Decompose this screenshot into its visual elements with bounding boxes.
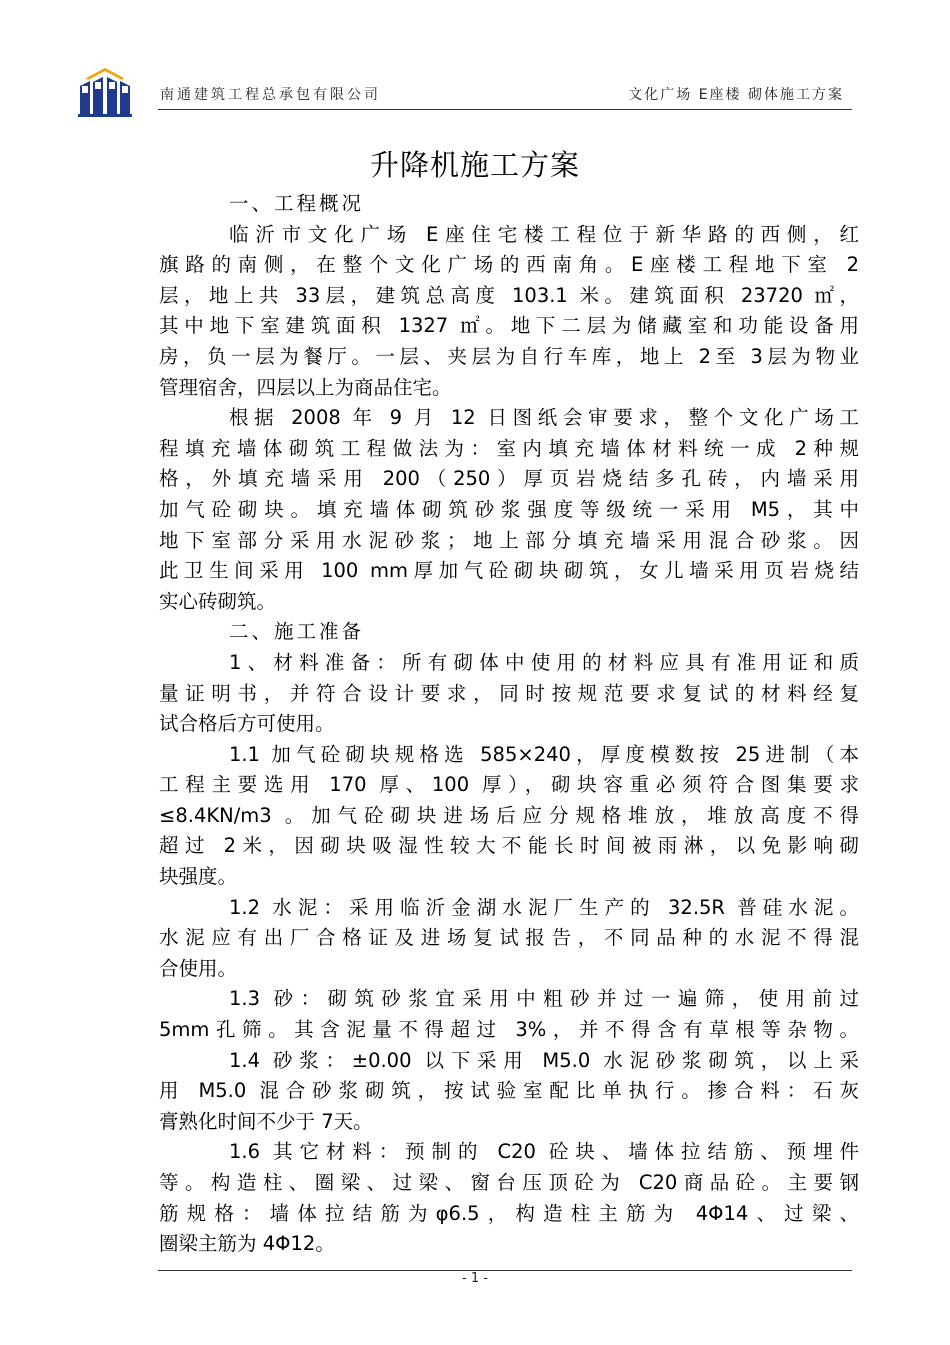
body-text-line: 格，外填充墙采用 200（250）厚页岩烧结多孔砖，内墙采用 — [159, 467, 859, 491]
body-text-line: 超过 2米，因砌块吸湿性较大不能长时间被雨淋，以免影响砌 — [159, 834, 859, 858]
body-text-line: 圈梁主筋为 4Φ12。 — [159, 1232, 335, 1256]
body-text-line: 旗路的南侧，在整个文化广场的西南角。E座楼工程地下室 2 — [159, 253, 859, 277]
header-company-name: 南通建筑工程总承包有限公司 — [160, 87, 381, 103]
body-text-line: 5mm孔筛。其含泥量不得超过 3%，并不得含有草根等杂物。 — [159, 1018, 859, 1042]
body-text-line: 筋规格：墙体拉结筋为φ6.5，构造柱主筋为 4Φ14、过梁、 — [159, 1201, 859, 1225]
document-body — [159, 189, 859, 1260]
body-text-line: 程填充墙体砌筑工程做法为：室内填充墙体材料统一成 2种规 — [159, 436, 859, 460]
body-text-line: 1、材料准备：所有砌体中使用的材料应具有准用证和质 — [229, 650, 859, 674]
body-text-line: 合使用。 — [159, 956, 238, 980]
section-heading: 一、工程概况 — [229, 192, 365, 215]
body-text-line: ≤8.4KN/m3 。加气砼砌块进场后应分规格堆放，堆放高度不得 — [159, 803, 859, 827]
body-text-line: 膏熟化时间不少于 7天。 — [159, 1109, 373, 1133]
page-number: - 1 - — [462, 1271, 488, 1286]
body-text-line: 工程主要选用 170 厚、100 厚），砌块容重必须符合图集要求 — [159, 773, 859, 797]
company-logo-icon — [76, 66, 134, 118]
body-text-line: 试合格后方可使用。 — [159, 712, 335, 736]
body-text-line: 地下室部分采用水泥砂浆；地上部分填充墙采用混合砂浆。因 — [159, 528, 859, 552]
body-text-line: 等。构造柱、圈梁、过梁、窗台压顶砼为 C20商品砼。主要钢 — [159, 1171, 859, 1194]
body-text-line: 此卫生间采用 100 mm厚加气砼砌块砌筑，女儿墙采用页岩烧结 — [159, 559, 859, 583]
body-text-line: 1.3 砂：砌筑砂浆宜采用中粗砂并过一遍筛，使用前过 — [229, 987, 859, 1011]
body-text-line: 量证明书，并符合设计要求，同时按规范要求复试的材料经复 — [159, 681, 859, 705]
header-document-title: 文化广场 E座楼 砌体施工方案 — [628, 87, 844, 103]
body-text-line: 根据 2008 年 9 月 12 日图纸会审要求，整个文化广场工 — [229, 406, 859, 430]
body-text-line: 1.4 砂浆：±0.00 以下采用 M5.0 水泥砂浆砌筑，以上采 — [229, 1048, 859, 1072]
header-divider — [158, 109, 852, 110]
body-text-line: 1.2 水泥：采用临沂金湖水泥厂生产的 32.5R 普硅水泥。 — [229, 895, 859, 919]
body-text-line: 1.1 加气砼砌块规格选 585×240，厚度模数按 25进制（本 — [229, 742, 859, 766]
body-text-line: 1.6 其它材料：预制的 C20 砼块、墙体拉结筋、预埋件 — [229, 1140, 859, 1164]
body-text-line: 临沂市文化广场 E座住宅楼工程位于新华路的西侧，红 — [229, 222, 859, 246]
body-text-line: 层，地上共 33层，建筑总高度 103.1 米。建筑面积 23720 ㎡， — [159, 283, 859, 307]
body-text-line: 用 M5.0 混合砂浆砌筑，按试验室配比单执行。掺合料：石灰 — [159, 1079, 859, 1103]
body-text-line: 房，负一层为餐厅。一层、夹层为自行车库，地上 2至 3层为物业 — [159, 344, 859, 368]
body-text-line: 其中地下室建筑面积 1327 ㎡。地下二层为储藏室和功能设备用 — [159, 314, 859, 338]
document-title: 升降机施工方案 — [369, 148, 580, 182]
body-text-line: 加气砼砌块。填充墙体砌筑砂浆强度等级统一采用 M5，其中 — [159, 497, 859, 521]
body-text-line: 实心砖砌筑。 — [159, 589, 277, 613]
body-text-line: 水泥应有出厂合格证及进场复试报告，不同品种的水泥不得混 — [159, 926, 859, 950]
body-text-line: 块强度。 — [159, 865, 238, 889]
body-text-line: 管理宿舍，四层以上为商品住宅。 — [159, 375, 452, 399]
section-heading: 二、施工准备 — [229, 620, 365, 644]
